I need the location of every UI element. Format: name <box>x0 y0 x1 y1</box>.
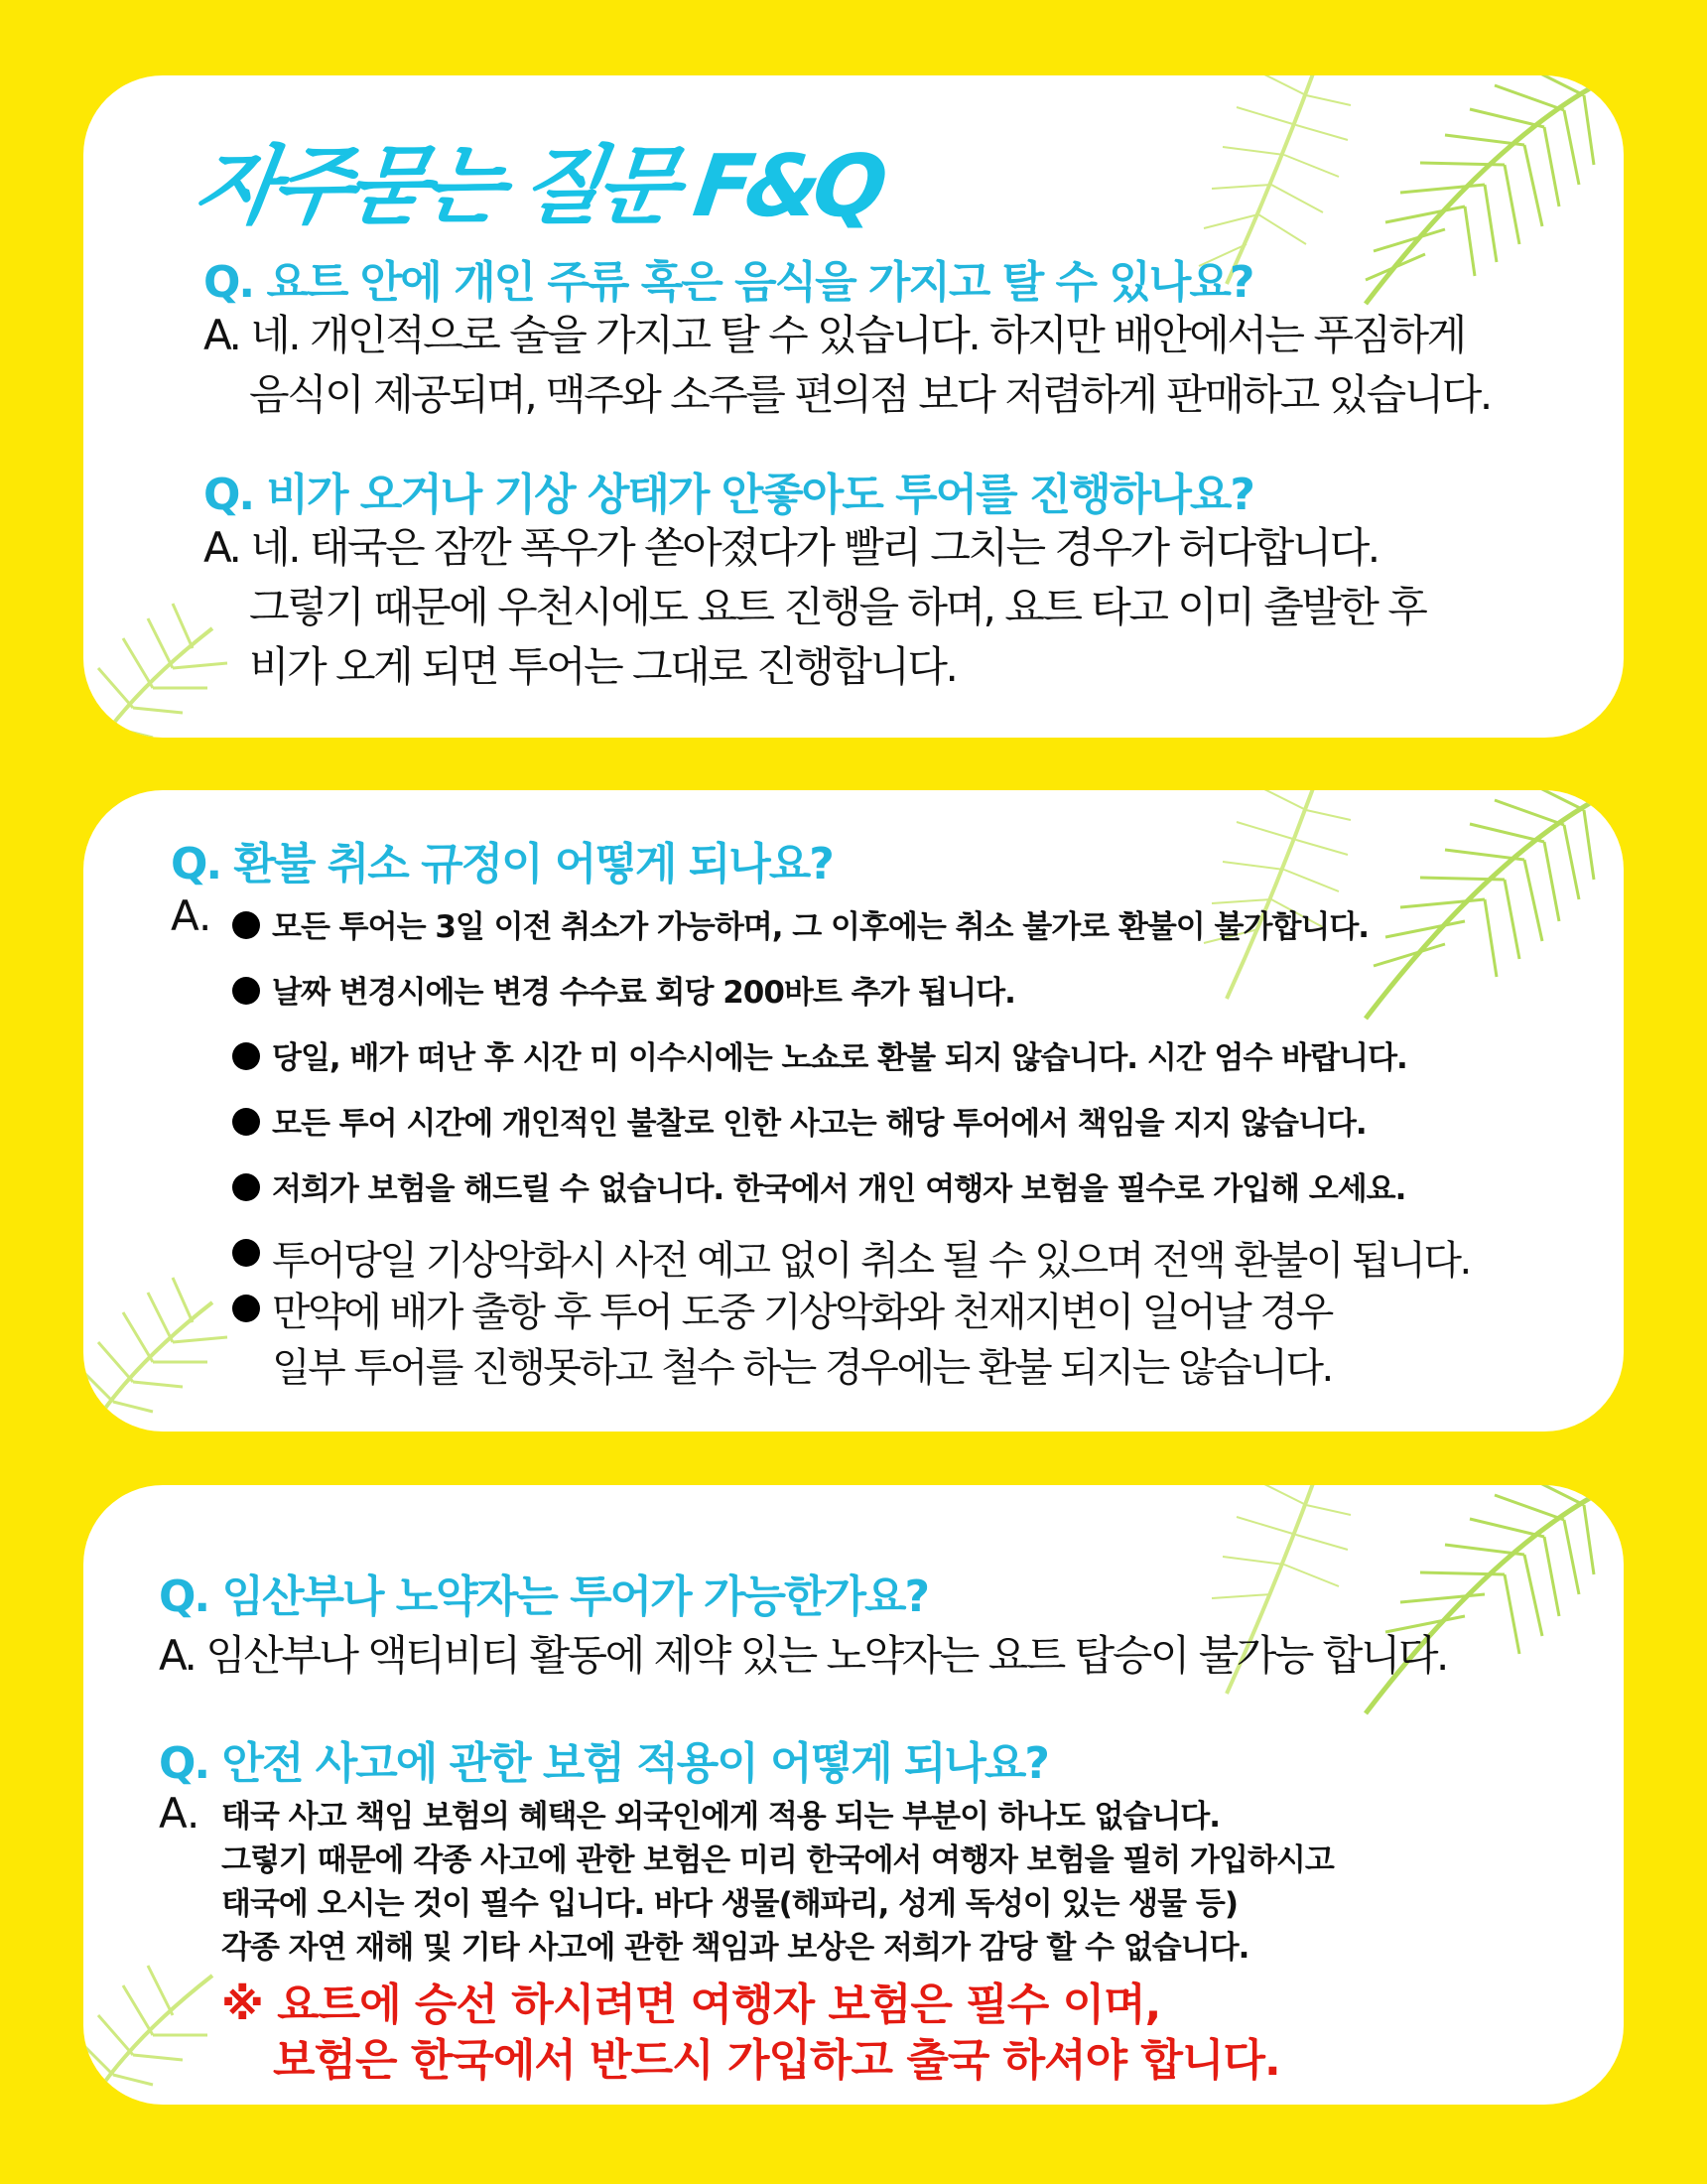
list-item: 당일, 배가 떠난 후 시간 미 이수시에는 노쇼로 환불 되지 않습니다. 시간 엄수 바랍니다. <box>232 1032 1470 1098</box>
answer-mark: A. <box>159 1789 200 1838</box>
warning-line: ※ 요트에 승선 하시려면 여행자 보험은 필수 이며, <box>221 1979 1161 2030</box>
list-item-line: 일부 투어를 진행못하고 철수 하는 경우에는 환불 되지는 않습니다. <box>272 1345 1332 1391</box>
faq-card-3 <box>83 1485 1624 2105</box>
warning-line: 보험은 한국에서 반드시 가입하고 출국 하셔야 합니다. <box>273 2035 1280 2086</box>
answer-line: A. 네. 개인적으로 술을 가지고 탈 수 있습니다. 하지만 배안에서는 푸짐하게 <box>203 311 1465 359</box>
faq-question: Q. 비가 오거나 기상 상태가 안좋아도 투어를 진행하나요? <box>203 470 1253 520</box>
faq-question: Q. 환불 취소 규정이 어떻게 되나요? <box>171 839 833 889</box>
answer-line: 태국에 오시는 것이 필수 입니다. 바다 생물(해파리, 성게 독성이 있는 생물 등) <box>221 1886 1238 1922</box>
answer-line: 비가 오게 되면 투어는 그대로 진행합니다. <box>249 642 957 691</box>
faq-answer <box>203 518 1425 697</box>
answer-line: 그렇기 때문에 각종 사고에 관한 보험은 미리 한국에서 여행자 보험을 필히 가입하시고 <box>221 1843 1334 1878</box>
list-item: 저희가 보험을 해드릴 수 없습니다. 한국에서 개인 여행자 보험을 필수로 가입해 오세요. <box>232 1163 1470 1229</box>
page-title: 자주묻는 질문 F&Q <box>189 137 887 236</box>
list-item: 모든 투어는 3일 이전 취소가 가능하며, 그 이후에는 취소 불가로 환불이 불가합니다. <box>232 901 1470 967</box>
answer-line: 각종 자연 재해 및 기타 사고에 관한 책임과 보상은 저희가 감당 할 수 없습니다. <box>221 1930 1249 1966</box>
answer-mark: A. <box>171 891 212 940</box>
faq-answer <box>203 306 1491 425</box>
faq-question: Q. 안전 사고에 관한 보험 적용이 어떻게 되나요? <box>159 1738 1048 1789</box>
faq-answer: A. 임산부나 액티비티 활동에 제약 있는 노약자는 요트 탑승이 불가능 합니다. <box>159 1631 1447 1680</box>
list-item <box>232 1285 1470 1396</box>
answer-line: 음식이 제공되며, 맥주와 소주를 편의점 보다 저렴하게 판매하고 있습니다. <box>249 370 1491 419</box>
faq-question: Q. 요트 안에 개인 주류 혹은 음식을 가지고 탈 수 있나요? <box>203 257 1253 308</box>
answer-line: A. 네. 태국은 잠깐 폭우가 쏟아졌다가 빨리 그치는 경우가 허다합니다. <box>203 523 1379 572</box>
faq-answer <box>221 1795 1334 1970</box>
list-item-line: 만약에 배가 출항 후 투어 도중 기상악화와 천재지변이 일어날 경우 <box>272 1290 1332 1335</box>
list-item: 투어당일 기상악화시 사전 예고 없이 취소 될 수 있으며 전액 환불이 됩니다. <box>232 1229 1470 1285</box>
list-item: 날짜 변경시에는 변경 수수료 회당 200바트 추가 됩니다. <box>232 967 1470 1032</box>
insurance-warning <box>221 1978 1280 2089</box>
faq-question: Q. 임산부나 노약자는 투어가 가능한가요? <box>159 1571 928 1622</box>
answer-line: 그렇기 때문에 우천시에도 요트 진행을 하며, 요트 타고 이미 출발한 후 <box>249 583 1426 631</box>
list-item: 모든 투어 시간에 개인적인 불찰로 인한 사고는 해당 투어에서 책임을 지지 않습니다. <box>232 1098 1470 1163</box>
faq-card-2 <box>83 790 1624 1432</box>
refund-policy-list <box>232 901 1470 1396</box>
answer-line: 태국 사고 책임 보험의 혜택은 외국인에게 적용 되는 부분이 하나도 없습니다. <box>221 1799 1221 1835</box>
faq-card-1 <box>83 75 1624 738</box>
